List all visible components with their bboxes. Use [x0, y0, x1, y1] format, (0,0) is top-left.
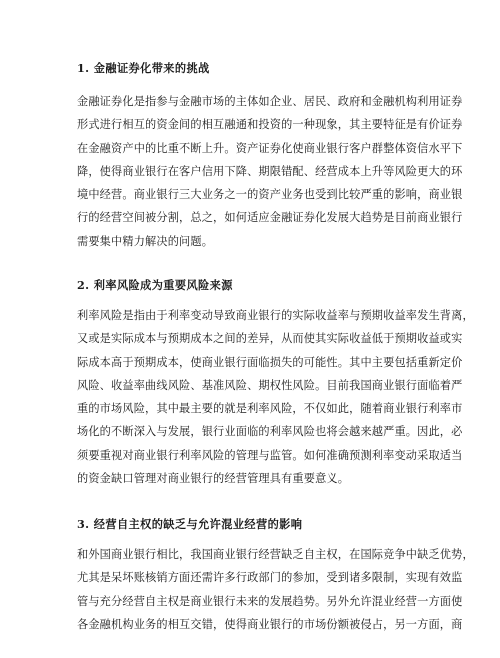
section-2 [77, 278, 431, 292]
section-1-heading: 1. 金融证券化带来的挑战 [77, 61, 210, 75]
text-line: 和外国商业银行相比，我国商业银行经营缺乏自主权，在国际竞争中缺乏优势， [77, 548, 474, 561]
text-line: 行的经营空间被分割，总之，如何适应金融证券化发展大趋势是目前商业银行 [77, 211, 463, 225]
section-1-paragraph [77, 90, 463, 253]
paragraph [77, 304, 474, 490]
section-2-paragraph [77, 304, 474, 490]
section-3-paragraph [77, 543, 474, 636]
text-line: 的资金缺口管理对商业银行的经营管理具有重要意义。 [77, 472, 350, 486]
text-line: 各金融机构业务的相互交错，使得商业银行的市场份额被侵占，另一方面，商 [77, 617, 463, 631]
section-2-heading: 2. 利率风险成为重要风险来源 [77, 278, 233, 292]
text-line: 管与充分经营自主权是商业银行未来的发展趋势。另外允许混业经营一方面使 [77, 594, 463, 608]
text-line: 风险、收益率曲线风险、基准风险、期权性风险。目前我国商业银行面临着严 [77, 378, 463, 392]
text-line: 际成本高于预期成本，使商业银行面临损失的可能性。其中主要包括重新定价 [77, 355, 463, 369]
section-3-heading: 3. 经营自主权的缺乏与允许混业经营的影响 [77, 517, 303, 531]
text-line: 尤其是呆坏账核销方面还需许多行政部门的参加，受到诸多限制，实现有效监 [77, 571, 463, 585]
text-line: 须要重视对商业银行利率风险的管理与监管。如何准确预测利率变动采取适当 [77, 448, 463, 462]
text-line: 场化的不断深入与发展，银行业面临的利率风险也将会越来越严重。因此，必 [77, 425, 463, 439]
text-line: 利率风险是指由于利率变动导致商业银行的实际收益率与预期收益率发生背离， [77, 309, 474, 322]
text-line: 降，使得商业银行在客户信用下降、期限错配、经营成本上升等风险更大的环 [77, 164, 463, 178]
text-line: 需要集中精力解决的问题。 [77, 234, 214, 248]
paragraph [77, 90, 463, 253]
section-3 [77, 517, 431, 531]
paragraph [77, 543, 474, 636]
text-line: 金融证券化是指参与金融市场的主体如企业、居民、政府和金融机构利用证券 [77, 95, 463, 108]
text-line: 又或是实际成本与预期成本之间的差异，从而使其实际收益低于预期收益或实 [77, 332, 463, 346]
text-line: 在金融资产中的比重不断上升。资产证券化使商业银行客户群整体资信水平下 [77, 141, 463, 155]
text-line: 重的市场风险，其中最主要的就是利率风险，不仅如此，随着商业银行利率市 [77, 402, 463, 416]
section-1 [77, 61, 431, 75]
text-line: 境中经营。商业银行三大业务之一的资产业务也受到比较严重的影响，商业银 [77, 188, 463, 202]
text-line: 形式进行相互的资金间的相互融通和投资的一种现象，其主要特征是有价证券 [77, 118, 463, 132]
